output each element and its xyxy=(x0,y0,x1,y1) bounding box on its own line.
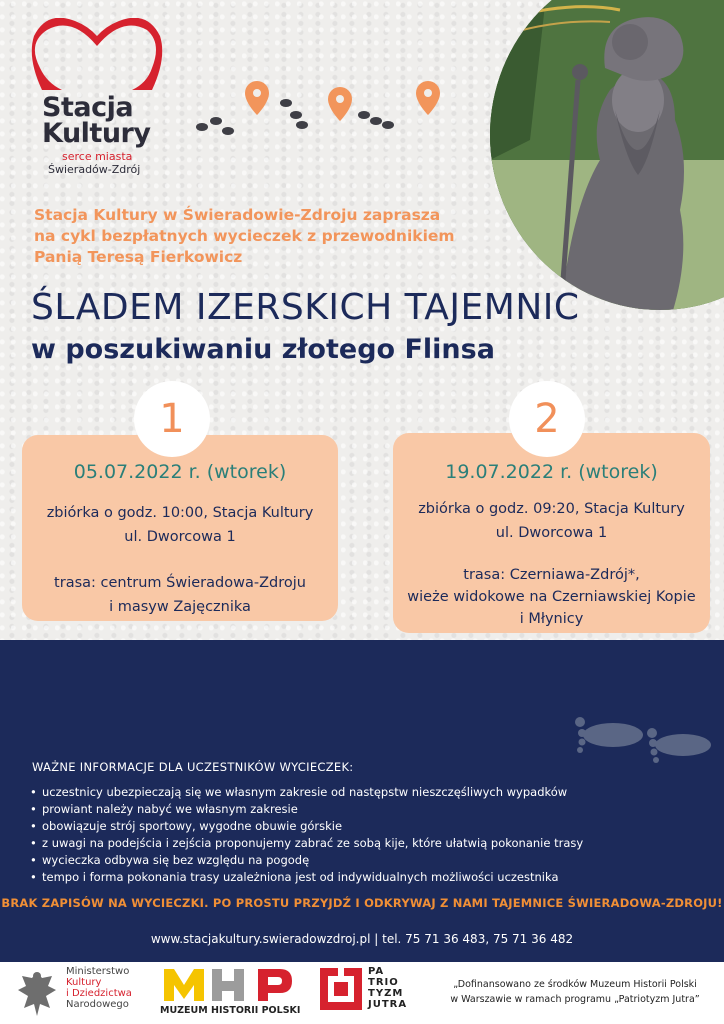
trip-route: i Młynicy xyxy=(519,611,584,627)
intro-line: Stacja Kultury w Świeradowie-Zdroju zaprasza xyxy=(34,206,441,224)
patriotyzm-line: JUTRA xyxy=(368,999,408,1010)
ministry-line: Ministerstwo xyxy=(66,966,130,977)
sub-title: w poszukiwaniu złotego Flinsa xyxy=(31,334,495,365)
map-pin-icon xyxy=(245,81,440,121)
slogan: BRAK ZAPISÓW NA WYCIECZKI. PO PROSTU PRZYJDŹ I ODKRYWAJ Z NAMI TAJEMNICE ŚWIERADOWA-ZDROJU! xyxy=(1,896,723,910)
trip-meeting: zbiórka o godz. 10:00, Stacja Kultury xyxy=(46,505,314,521)
trip-meeting: zbiórka o godz. 09:20, Stacja Kultury xyxy=(418,501,685,517)
patriotyzm-logo-icon xyxy=(318,966,364,1012)
footprints-icon xyxy=(568,700,718,770)
trip-route: wieże widokowe na Czerniawskiej Kopie xyxy=(407,589,696,605)
intro-line: na cykl bezpłatnych wycieczek z przewodnikiem xyxy=(34,227,455,245)
info-title: WAŻNE INFORMACJE DLA UCZESTNIKÓW WYCIECZEK: xyxy=(32,760,354,774)
trail-decoration xyxy=(190,75,450,145)
info-item: • z uwagi na podejścia i zejścia proponujemy zabrać ze sobą kije, które ułatwią pokonanie trasy xyxy=(30,835,690,852)
main-title: ŚLADEM IZERSKICH TAJEMNIC xyxy=(31,287,580,328)
info-item: • tempo i forma pokonania trasy uzależniona jest od indywidualnych możliwości uczestnika xyxy=(30,869,690,886)
info-item: • wycieczka odbywa się bez względu na pogodę xyxy=(30,852,690,869)
logo-title-line1: Stacja xyxy=(42,92,134,123)
trip-card-1 xyxy=(22,435,338,621)
logo-town: Świeradów-Zdrój xyxy=(48,163,141,176)
funding-line: „Dofinansowano ze środków Muzeum Historii Polski xyxy=(453,979,697,990)
info-list xyxy=(30,784,690,886)
logo-tagline: serce miasta xyxy=(62,150,133,163)
footprints-icon xyxy=(196,99,394,135)
patriotyzm-logo-text xyxy=(368,966,407,1010)
contact-info[interactable]: www.stacjakultury.swieradowzdroj.pl | tel. 75 71 36 483, 75 71 36 482 xyxy=(150,932,574,946)
patriotyzm-line: TYZM xyxy=(368,988,404,999)
info-item: • prowiant należy nabyć we własnym zakresie xyxy=(30,801,690,818)
trip-number-badge: 2 xyxy=(509,381,585,457)
eagle-emblem-icon xyxy=(14,968,60,1020)
trip-meeting-address: ul. Dworcowa 1 xyxy=(495,525,608,541)
trip-route: i masyw Zajęcznika xyxy=(109,599,251,615)
trip-route: trasa: centrum Świeradowa-Zdroju xyxy=(54,575,306,591)
info-item: • uczestnicy ubezpieczają się we własnym zakresie od następstw nieszczęśliwych wypadków xyxy=(30,784,690,801)
funding-line: w Warszawie w ramach programu „Patriotyzm Jutra” xyxy=(450,994,700,1005)
trip-date: 19.07.2022 r. (wtorek) xyxy=(445,461,658,483)
patriotyzm-line: TRIO xyxy=(368,977,399,988)
ministry-line: Kultury xyxy=(66,977,102,988)
funding-note xyxy=(430,977,720,1007)
ministry-line: i Dziedzictwa xyxy=(66,988,132,999)
logo-title-line2: Kultury xyxy=(42,118,151,149)
trip-number-badge: 1 xyxy=(134,381,210,457)
trip-route: trasa: Czerniawa-Zdrój*, xyxy=(463,567,640,583)
museum-name: MUZEUM HISTORII POLSKI xyxy=(160,1005,301,1016)
patriotyzm-line: PA xyxy=(368,966,385,977)
museum-logo xyxy=(160,965,300,1005)
trip-date: 05.07.2022 r. (wtorek) xyxy=(73,461,287,483)
intro-line: Panią Teresą Fierkowicz xyxy=(34,248,243,266)
heart-icon xyxy=(32,18,162,90)
ministry-line: Narodowego xyxy=(66,999,129,1010)
trip-meeting-address: ul. Dworcowa 1 xyxy=(124,529,236,545)
ministry-logo-text xyxy=(66,966,132,1010)
info-item: • obowiązuje strój sportowy, wygodne obuwie górskie xyxy=(30,818,690,835)
